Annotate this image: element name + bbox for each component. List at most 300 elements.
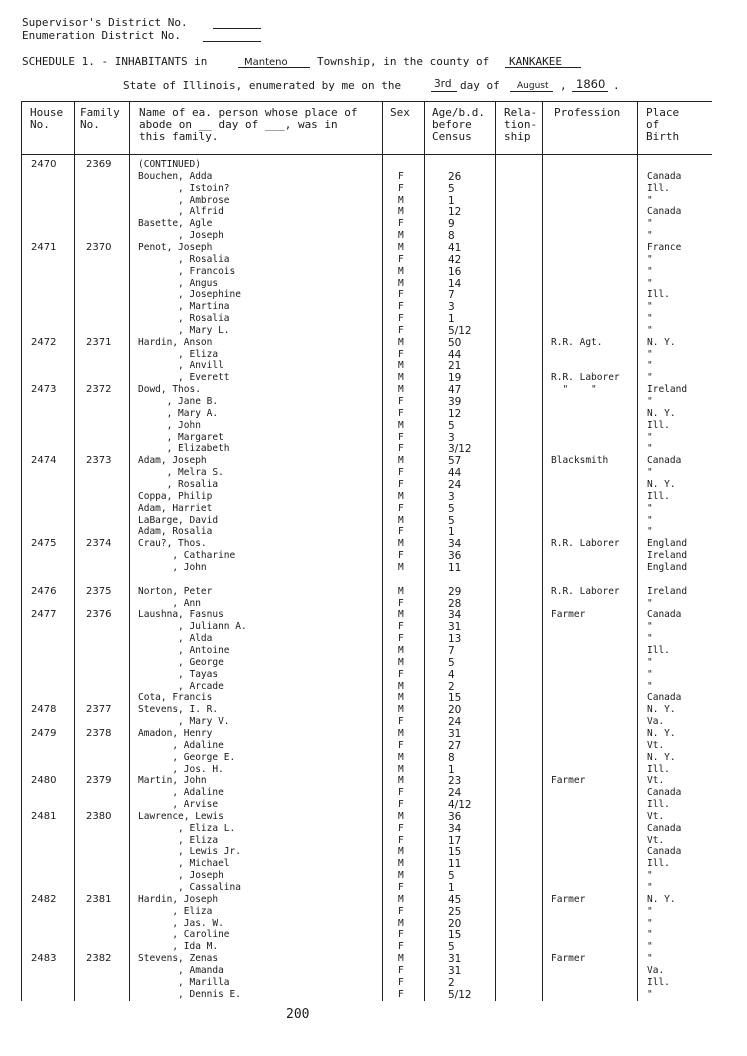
family-number: 2378	[86, 728, 112, 739]
person-name: , Jas. W.	[138, 918, 224, 929]
sex-value: F	[398, 289, 404, 300]
age-value: 1	[448, 313, 455, 325]
person-name: , Caroline	[138, 929, 230, 940]
age-value: 20	[448, 704, 462, 716]
sex-value: M	[398, 846, 404, 857]
person-name: , Margaret	[138, 432, 224, 443]
person-name: Hardin, Anson	[138, 337, 213, 348]
sex-value: F	[398, 882, 404, 893]
age-value: 11	[448, 858, 462, 870]
sex-value: F	[398, 526, 404, 537]
sex-value: F	[398, 396, 404, 407]
age-value: 1	[448, 526, 455, 538]
person-name: , Anvill	[138, 360, 224, 371]
place-of-birth-value: Canada	[647, 171, 682, 182]
place-of-birth-value: "	[647, 372, 653, 383]
table-row	[0, 704, 747, 716]
profession-value: " "	[551, 384, 597, 395]
place-of-birth-value: "	[647, 301, 653, 312]
family-number: 2382	[86, 953, 112, 964]
age-value: 14	[448, 278, 462, 290]
person-name: (CONTINUED)	[138, 159, 201, 170]
table-row	[0, 289, 747, 301]
place-of-birth-value: N. Y.	[647, 479, 676, 490]
place-of-birth-value: Canada	[647, 787, 682, 798]
age-value: 1	[448, 195, 455, 207]
age-value: 26	[448, 171, 462, 183]
person-name: , Catharine	[138, 550, 236, 561]
person-name: Adam, Rosalia	[138, 526, 213, 537]
age-value: 7	[448, 289, 455, 301]
place-of-birth-value: Ill.	[647, 491, 670, 502]
age-value: 5	[448, 941, 455, 953]
profession-value: Farmer	[551, 894, 586, 905]
person-name: , Joseph	[138, 870, 224, 881]
col-header-profession: Profession	[554, 106, 621, 119]
profession-value: Farmer	[551, 775, 586, 786]
enumeration-district-label: Enumeration District No.	[22, 29, 181, 42]
sex-value: F	[398, 313, 404, 324]
age-value: 25	[448, 906, 462, 918]
sex-value: M	[398, 455, 404, 466]
sex-value: M	[398, 360, 404, 371]
age-value: 12	[448, 408, 462, 420]
table-row	[0, 870, 747, 882]
table-row	[0, 183, 747, 195]
person-name: , Eliza L.	[138, 823, 236, 834]
age-value: 21	[448, 360, 462, 372]
place-of-birth-value: Ill.	[647, 858, 670, 869]
sex-value: M	[398, 230, 404, 241]
col-header-house: House No.	[30, 106, 64, 131]
person-name: , Alfrid	[138, 206, 224, 217]
table-row	[0, 775, 747, 787]
place-of-birth-value: "	[647, 882, 653, 893]
age-value: 8	[448, 230, 455, 242]
table-row	[0, 396, 747, 408]
profession-value: R.R. Laborer	[551, 538, 620, 549]
person-name: , Martina	[138, 301, 230, 312]
age-value: 31	[448, 621, 462, 633]
age-value: 3	[448, 432, 455, 444]
family-number: 2379	[86, 775, 112, 786]
table-row	[0, 408, 747, 420]
family-number: 2373	[86, 455, 112, 466]
place-of-birth-value: Ireland	[647, 550, 688, 561]
person-name: Penot, Joseph	[138, 242, 213, 253]
table-row	[0, 586, 747, 598]
person-name: , Eliza	[138, 906, 213, 917]
age-value: 15	[448, 846, 462, 858]
sex-value: F	[398, 479, 404, 490]
place-of-birth-value: Ill.	[647, 183, 670, 194]
person-name: LaBarge, David	[138, 515, 219, 526]
age-value: 4/12	[448, 799, 472, 811]
place-of-birth-value: "	[647, 254, 653, 265]
person-name: Norton, Peter	[138, 586, 213, 597]
age-value: 31	[448, 728, 462, 740]
person-name: Basette, Agle	[138, 218, 213, 229]
table-row	[0, 787, 747, 799]
place-of-birth-value: Va.	[647, 965, 665, 976]
person-name: , Rosalia	[138, 313, 230, 324]
col-header-place-of-birth: Place of Birth	[646, 106, 680, 143]
enumeration-day: 3rd	[434, 78, 452, 90]
sex-value: F	[398, 977, 404, 988]
sex-value: F	[398, 183, 404, 194]
person-name: , Adaline	[138, 740, 224, 751]
place-of-birth-value: "	[647, 278, 653, 289]
age-value: 11	[448, 562, 462, 574]
place-of-birth-value: "	[647, 633, 653, 644]
table-row	[0, 372, 747, 384]
age-value: 34	[448, 538, 462, 550]
col-header-sex: Sex	[390, 106, 410, 119]
person-name: Stevens, Zenas	[138, 953, 219, 964]
col-header-relationship: Rela- tion- ship	[504, 106, 538, 143]
table-header-border	[21, 154, 712, 155]
sex-value: F	[398, 254, 404, 265]
table-row	[0, 858, 747, 870]
table-row	[0, 420, 747, 432]
schedule-title: SCHEDULE 1. - INHABITANTS in	[22, 55, 208, 68]
sex-value: M	[398, 704, 404, 715]
age-value: 23	[448, 775, 462, 787]
family-number: 2371	[86, 337, 112, 348]
person-name: Laushna, Fasnus	[138, 609, 224, 620]
table-row	[0, 906, 747, 918]
person-name: , Michael	[138, 858, 230, 869]
family-number: 2372	[86, 384, 112, 395]
age-value: 15	[448, 692, 462, 704]
table-row	[0, 823, 747, 835]
sex-value: M	[398, 206, 404, 217]
sex-value: M	[398, 278, 404, 289]
table-row	[0, 669, 747, 681]
table-row	[0, 728, 747, 740]
house-number: 2470	[31, 159, 57, 170]
sex-value: F	[398, 799, 404, 810]
sex-value: M	[398, 538, 404, 549]
place-of-birth-value: N. Y.	[647, 704, 676, 715]
place-of-birth-value: "	[647, 432, 653, 443]
family-number: 2377	[86, 704, 112, 715]
age-value: 5	[448, 420, 455, 432]
sex-value: F	[398, 408, 404, 419]
sex-value: M	[398, 953, 404, 964]
sex-value: M	[398, 775, 404, 786]
county-underline	[505, 67, 581, 68]
table-row	[0, 467, 747, 479]
person-name: , Angus	[138, 278, 219, 289]
person-name: , Cassalina	[138, 882, 241, 893]
age-value: 36	[448, 811, 462, 823]
age-value: 34	[448, 823, 462, 835]
place-of-birth-value: Canada	[647, 823, 682, 834]
house-number: 2482	[31, 894, 57, 905]
table-row	[0, 562, 747, 574]
age-value: 27	[448, 740, 462, 752]
age-value: 5	[448, 657, 455, 669]
person-name: , Jane B.	[138, 396, 219, 407]
header-period: .	[613, 79, 620, 92]
table-row	[0, 337, 747, 349]
table-row	[0, 491, 747, 503]
sex-value: M	[398, 491, 404, 502]
sex-value: M	[398, 266, 404, 277]
place-of-birth-value: Ill.	[647, 799, 670, 810]
supervisor-district-blank	[213, 28, 261, 29]
sex-value: M	[398, 195, 404, 206]
place-of-birth-value: "	[647, 313, 653, 324]
place-of-birth-value: "	[647, 953, 653, 964]
person-name: Stevens, I. R.	[138, 704, 219, 715]
place-of-birth-value: N. Y.	[647, 728, 676, 739]
place-of-birth-value: "	[647, 360, 653, 371]
sex-value: F	[398, 443, 404, 454]
place-of-birth-value: "	[647, 681, 653, 692]
family-number: 2376	[86, 609, 112, 620]
person-name: Crau?, Thos.	[138, 538, 207, 549]
age-value: 19	[448, 372, 462, 384]
table-row	[0, 740, 747, 752]
sex-value: M	[398, 562, 404, 573]
age-value: 28	[448, 598, 462, 610]
sex-value: F	[398, 598, 404, 609]
person-name: , Mary V.	[138, 716, 230, 727]
house-number: 2472	[31, 337, 57, 348]
table-row	[0, 894, 747, 906]
age-value: 12	[448, 206, 462, 218]
person-name: Adam, Harriet	[138, 503, 213, 514]
col-header-family: Family No.	[80, 106, 120, 131]
person-name: Martin, John	[138, 775, 207, 786]
enumeration-district-blank	[203, 41, 261, 42]
age-value: 31	[448, 965, 462, 977]
table-row	[0, 989, 747, 1001]
sex-value: M	[398, 894, 404, 905]
place-of-birth-value: "	[647, 266, 653, 277]
sex-value: F	[398, 716, 404, 727]
sex-value: F	[398, 503, 404, 514]
table-row	[0, 171, 747, 183]
person-name: Adam, Joseph	[138, 455, 207, 466]
place-of-birth-value: England	[647, 562, 688, 573]
table-row	[0, 882, 747, 894]
table-row	[0, 325, 747, 337]
table-row	[0, 550, 747, 562]
person-name: , Francois	[138, 266, 236, 277]
place-of-birth-value: "	[647, 443, 653, 454]
place-of-birth-value: "	[647, 325, 653, 336]
sex-value: M	[398, 681, 404, 692]
age-value: 34	[448, 609, 462, 621]
person-name: , John	[138, 420, 201, 431]
person-name: , Ann	[138, 598, 201, 609]
table-row	[0, 218, 747, 230]
sex-value: M	[398, 384, 404, 395]
sex-value: M	[398, 420, 404, 431]
age-value: 5/12	[448, 989, 472, 1001]
person-name: , Joseph	[138, 230, 224, 241]
age-value: 44	[448, 467, 462, 479]
age-value: 9	[448, 218, 455, 230]
place-of-birth-value: "	[647, 621, 653, 632]
sex-value: F	[398, 349, 404, 360]
place-of-birth-value: England	[647, 538, 688, 549]
place-of-birth-value: "	[647, 941, 653, 952]
person-name: , George	[138, 657, 224, 668]
place-of-birth-value: "	[647, 657, 653, 668]
table-row	[0, 266, 747, 278]
col-header-name: Name of ea. person whose place of abode on __ day of ___, was in this family.	[139, 106, 358, 143]
place-of-birth-value: N. Y.	[647, 337, 676, 348]
table-row	[0, 254, 747, 266]
age-value: 3	[448, 301, 455, 313]
table-row	[0, 977, 747, 989]
enumeration-year: 1860	[576, 77, 606, 91]
place-of-birth-value: "	[647, 195, 653, 206]
place-of-birth-value: Ireland	[647, 384, 688, 395]
sex-value: M	[398, 645, 404, 656]
table-top-border	[21, 101, 712, 102]
day-underline	[431, 91, 457, 92]
age-value: 5	[448, 515, 455, 527]
place-of-birth-value: Canada	[647, 609, 682, 620]
age-value: 8	[448, 752, 455, 764]
sex-value: M	[398, 586, 404, 597]
house-number: 2480	[31, 775, 57, 786]
place-of-birth-value: N. Y.	[647, 408, 676, 419]
family-number: 2375	[86, 586, 112, 597]
house-number: 2471	[31, 242, 57, 253]
enumeration-month: August	[517, 81, 549, 91]
profession-value: R.R. Laborer	[551, 372, 620, 383]
sex-value: F	[398, 633, 404, 644]
table-row	[0, 657, 747, 669]
table-row	[0, 443, 747, 455]
profession-value: Blacksmith	[551, 455, 609, 466]
person-name: , Everett	[138, 372, 230, 383]
person-name: , Istoin?	[138, 183, 230, 194]
sex-value: F	[398, 740, 404, 751]
county-value: KANKAKEE	[509, 55, 562, 68]
page-number: 200	[286, 1007, 310, 1022]
house-number: 2479	[31, 728, 57, 739]
age-value: 50	[448, 337, 462, 349]
person-name: , Lewis Jr.	[138, 846, 241, 857]
supervisor-district-label: Supervisor's District No.	[22, 16, 188, 29]
person-name: , Dennis E.	[138, 989, 241, 1000]
person-name: Cota, Francis	[138, 692, 213, 703]
person-name: , Josephine	[138, 289, 241, 300]
table-row	[0, 752, 747, 764]
person-name: , Eliza	[138, 349, 219, 360]
sex-value: M	[398, 918, 404, 929]
table-row	[0, 621, 747, 633]
sex-value: F	[398, 823, 404, 834]
place-of-birth-value: Canada	[647, 846, 682, 857]
sex-value: M	[398, 752, 404, 763]
age-value: 31	[448, 953, 462, 965]
table-row	[0, 313, 747, 325]
place-of-birth-value: "	[647, 218, 653, 229]
table-row	[0, 846, 747, 858]
place-of-birth-value: "	[647, 669, 653, 680]
person-name: Dowd, Thos.	[138, 384, 201, 395]
place-of-birth-value: Va.	[647, 716, 665, 727]
age-value: 5	[448, 870, 455, 882]
place-of-birth-value: "	[647, 503, 653, 514]
table-row	[0, 455, 747, 467]
family-number: 2374	[86, 538, 112, 549]
age-value: 2	[448, 977, 455, 989]
table-row	[0, 799, 747, 811]
place-of-birth-value: "	[647, 989, 653, 1000]
age-value: 3/12	[448, 443, 472, 455]
sex-value: M	[398, 728, 404, 739]
person-name: , Juliann A.	[138, 621, 247, 632]
age-value: 57	[448, 455, 462, 467]
person-name: , Melra S.	[138, 467, 224, 478]
person-name: Hardin, Joseph	[138, 894, 219, 905]
age-value: 3	[448, 491, 455, 503]
month-underline	[510, 91, 553, 92]
sex-value: F	[398, 965, 404, 976]
profession-value: Farmer	[551, 609, 586, 620]
sex-value: F	[398, 432, 404, 443]
person-name: , Adaline	[138, 787, 224, 798]
person-name: , Marilla	[138, 977, 230, 988]
age-value: 15	[448, 929, 462, 941]
place-of-birth-value: "	[647, 467, 653, 478]
family-number: 2369	[86, 159, 112, 170]
sex-value: M	[398, 870, 404, 881]
table-row	[0, 811, 747, 823]
sex-value: M	[398, 372, 404, 383]
family-number: 2380	[86, 811, 112, 822]
place-of-birth-value: "	[647, 870, 653, 881]
age-value: 24	[448, 479, 462, 491]
age-value: 29	[448, 586, 462, 598]
person-name: Amadon, Henry	[138, 728, 213, 739]
place-of-birth-value: Ill.	[647, 420, 670, 431]
sex-value: M	[398, 337, 404, 348]
person-name: , Antoine	[138, 645, 230, 656]
house-number: 2478	[31, 704, 57, 715]
sex-value: F	[398, 218, 404, 229]
house-number: 2477	[31, 609, 57, 620]
sex-value: M	[398, 609, 404, 620]
age-value: 1	[448, 764, 455, 776]
person-name: Bouchen, Adda	[138, 171, 213, 182]
age-value: 36	[448, 550, 462, 562]
person-name: , Jos. H.	[138, 764, 224, 775]
sex-value: F	[398, 621, 404, 632]
person-name: , Rosalia	[138, 479, 219, 490]
age-value: 41	[448, 242, 462, 254]
person-name: , Ambrose	[138, 195, 230, 206]
sex-value: M	[398, 858, 404, 869]
place-of-birth-value: "	[647, 929, 653, 940]
person-name: , Alda	[138, 633, 213, 644]
sex-value: F	[398, 787, 404, 798]
place-of-birth-value: Ill.	[647, 977, 670, 988]
age-value: 39	[448, 396, 462, 408]
table-row	[0, 633, 747, 645]
sex-value: F	[398, 906, 404, 917]
year-underline	[572, 91, 608, 92]
